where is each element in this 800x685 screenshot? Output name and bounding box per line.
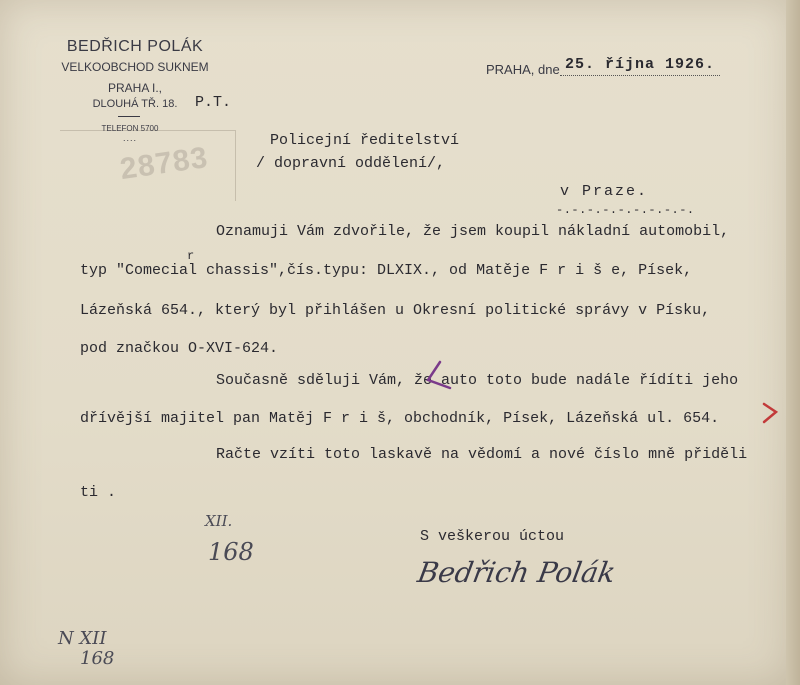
- body-paragraph-1-line-3: Lázeňská 654., který byl přihlášen u Okresní politické správy v Písku,: [80, 302, 711, 319]
- purple-check-mark: [420, 358, 456, 394]
- closing: S veškerou úctou: [420, 528, 565, 545]
- body-paragraph-3-line-2: ti .: [80, 484, 117, 501]
- body-inserted-letter: r: [187, 249, 195, 263]
- faded-stamp-number: 28783: [118, 141, 211, 186]
- body-paragraph-2-line-2: dřívější majitel pan Matěj F r i š, obchodník, Písek, Lázeňská ul. 654.: [80, 410, 720, 427]
- recipient-line-3: v Praze.: [560, 183, 649, 200]
- letterhead-street: DLOUHÁ TŘ. 18.: [92, 98, 178, 110]
- body-paragraph-3-line-1: Račte vzíti toto laskavě na vědomí a nové číslo mně přiděli: [216, 446, 748, 463]
- corner-annotation-roman: N XII: [58, 628, 107, 649]
- date-dotted-line: [560, 75, 720, 76]
- body-paragraph-1-line-2: typ "Comecial chassis",čís.typu: DLXIX., od Matěje F r i š e, Písek,: [80, 262, 693, 279]
- red-check-mark: [758, 398, 782, 428]
- date-value: 25. října 1926.: [565, 56, 716, 73]
- body-paragraph-1-line-4: pod značkou O-XVI-624.: [80, 340, 279, 357]
- letterhead-city: PRAHA I.,: [107, 81, 163, 95]
- recipient-line-1: Policejní ředitelství: [270, 132, 460, 149]
- letterhead-rule: [118, 116, 140, 117]
- letterhead-business: VELKOOBCHOD SUKNEM: [61, 60, 209, 74]
- recipient-line-2: / dopravní oddělení/,: [256, 155, 446, 172]
- body-paragraph-1-line-1: Oznamuji Vám zdvořile, že jsem koupil nákladní automobil,: [216, 223, 730, 240]
- date-label: PRAHA, dne: [486, 62, 560, 77]
- body-paragraph-2-line-1: Současně sděluji Vám, že auto toto bude nadále řídíti jeho: [216, 372, 739, 389]
- margin-annotation-roman: XII.: [205, 512, 233, 530]
- page-edge: [786, 0, 800, 685]
- margin-annotation-number: 168: [208, 538, 254, 566]
- corner-annotation-number: 168: [80, 648, 115, 669]
- salutation: P.T.: [195, 94, 232, 111]
- signature: Bedřich Polák: [415, 556, 619, 589]
- recipient-underline: -.-.-.-.-.-.-.-.-.: [556, 203, 695, 217]
- letterhead-dots: ....: [122, 133, 137, 143]
- letterhead-name: BEDŘICH POLÁK: [66, 38, 204, 55]
- letterhead-phone: TELEFON 5700: [101, 124, 159, 133]
